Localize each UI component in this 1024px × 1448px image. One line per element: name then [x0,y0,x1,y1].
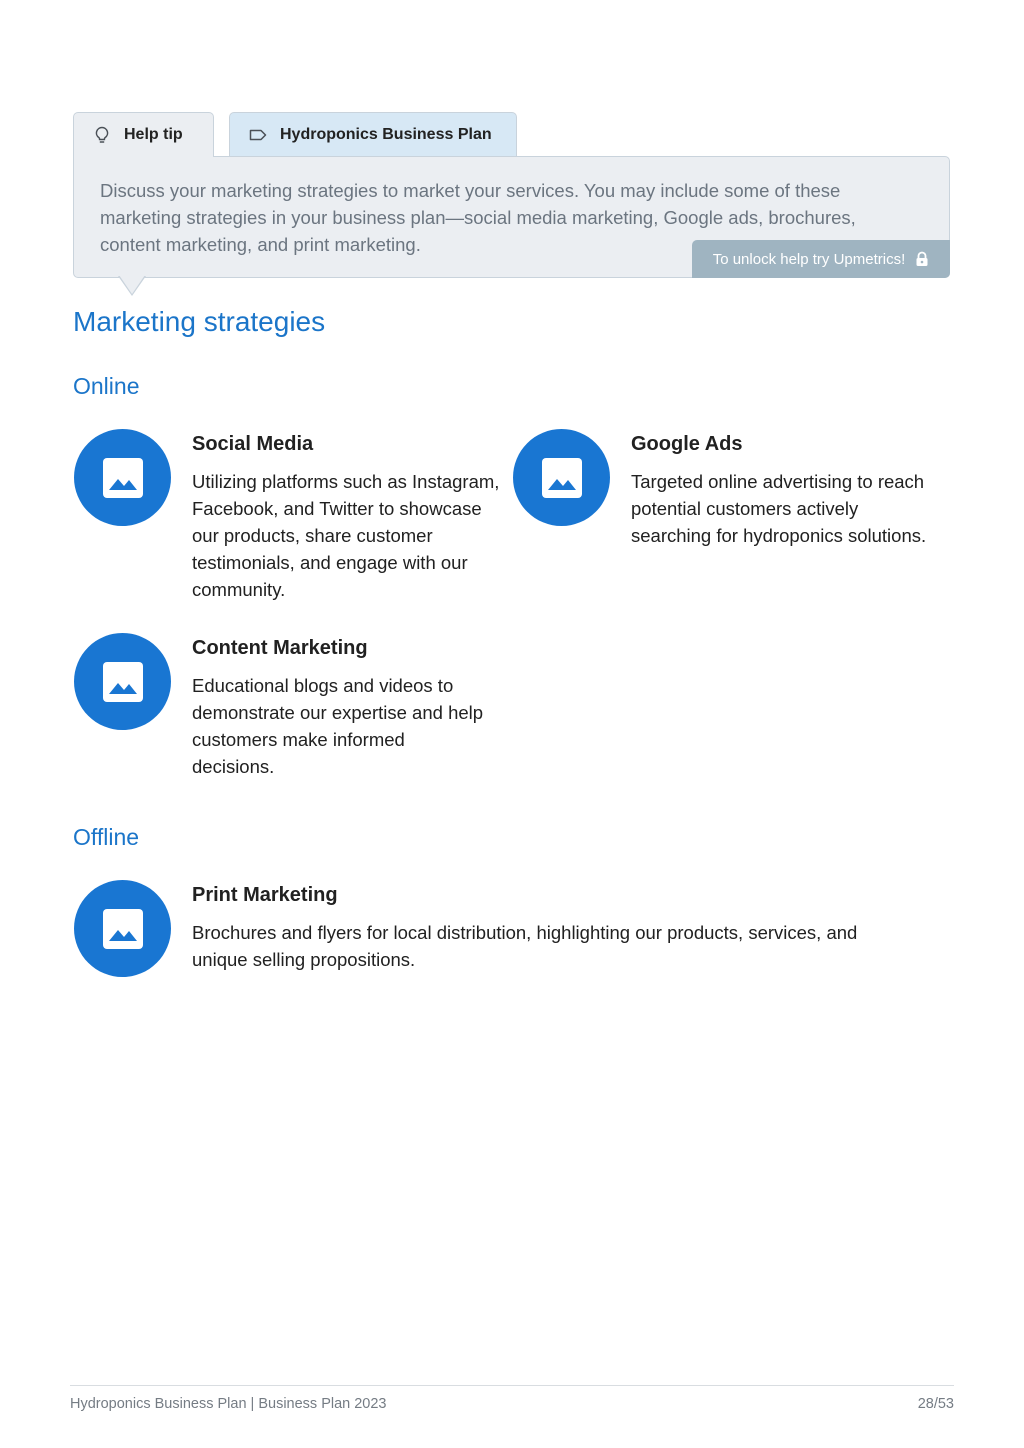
tab-business-plan[interactable] [229,112,517,156]
footer-page-number: 28/53 [917,1396,954,1412]
footer-divider [70,1385,954,1386]
strategy-description: Utilizing platforms such as Instagram, Facebook, and Twitter to showcase our products, share customer testimonials, and engage with our community. [192,471,500,600]
help-tip-text: Discuss your marketing strategies to market your services. You may include some of these marketing strategies in your business plan—social media marketing, Google ads, brochures, content marketing, and print marketing. [100,180,856,255]
image-icon [513,429,610,526]
unlock-help-button[interactable] [692,240,950,278]
strategy-title: Print Marketing [192,884,338,906]
tab-help-tip-label: Help tip [124,126,183,143]
page-title: Marketing strategies [73,306,326,337]
tab-help-tip[interactable] [73,112,214,157]
image-icon [74,880,171,977]
lock-icon [915,251,929,267]
strategy-description: Targeted online advertising to reach potential customers actively searching for hydroponics solutions. [631,471,927,546]
lightbulb-icon [92,125,112,145]
strategy-description: Brochures and flyers for local distribution, highlighting our products, services, and unique selling propositions. [192,922,858,970]
image-icon [74,429,171,526]
image-icon [74,633,171,730]
strategy-title: Content Marketing [192,637,368,659]
tag-icon [248,125,268,145]
tab-business-plan-label: Hydroponics Business Plan [280,125,492,143]
strategy-title: Social Media [192,433,314,455]
help-tip-panel [73,156,950,278]
tip-pointer-fill [119,275,145,294]
footer-document-title: Hydroponics Business Plan | Business Plan 2023 [70,1396,387,1412]
unlock-help-label: To unlock help try Upmetrics! [712,250,906,268]
strategy-description: Educational blogs and videos to demonstrate our expertise and help customers make informed decisions. [192,675,484,777]
strategy-title: Google Ads [631,433,743,455]
section-heading-online: Online [73,373,140,399]
section-heading-offline: Offline [73,824,140,850]
